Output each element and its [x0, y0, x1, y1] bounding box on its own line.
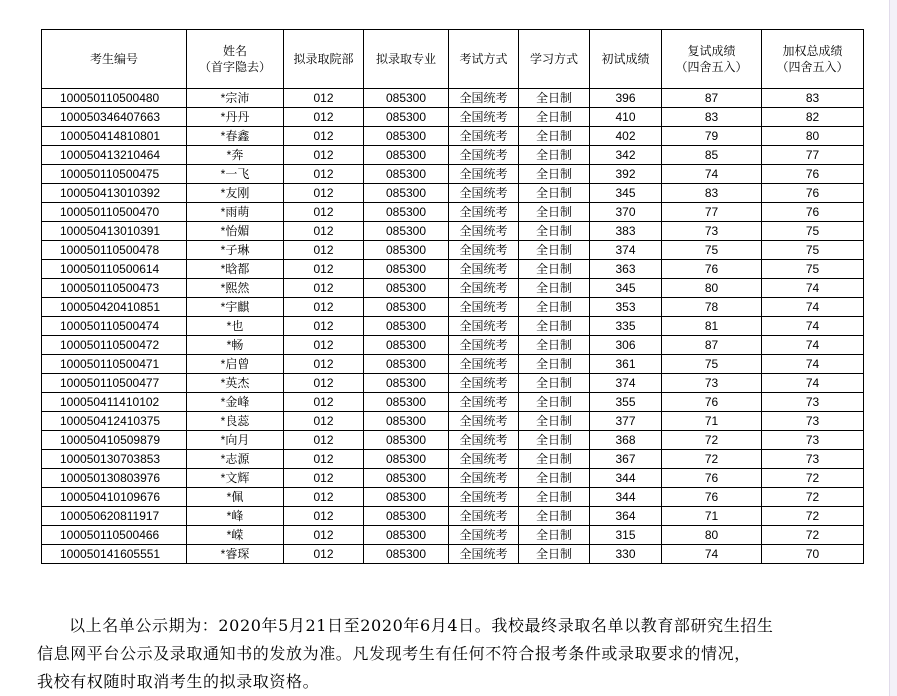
- cell-department: 012: [284, 526, 364, 545]
- cell-major: 085300: [364, 336, 449, 355]
- cell-candidate-id: 100050620811917: [42, 507, 187, 526]
- cell-candidate-id: 100050414810801: [42, 127, 187, 146]
- table-row: [42, 431, 864, 450]
- cell-exam-type: 全国统考: [449, 545, 519, 564]
- cell-retest-score: 75: [662, 355, 762, 374]
- cell-total-score: 72: [762, 469, 864, 488]
- header-major: [364, 30, 449, 89]
- cell-candidate-id: 100050420410851: [42, 298, 187, 317]
- cell-major: 085300: [364, 507, 449, 526]
- cell-retest-score: 75: [662, 241, 762, 260]
- cell-department: 012: [284, 222, 364, 241]
- cell-study-mode: 全日制: [519, 146, 590, 165]
- cell-name: *英杰: [187, 374, 284, 393]
- table-row: [42, 355, 864, 374]
- cell-exam-type: 全国统考: [449, 469, 519, 488]
- cell-major: 085300: [364, 260, 449, 279]
- cell-retest-score: 76: [662, 393, 762, 412]
- cell-study-mode: 全日制: [519, 108, 590, 127]
- cell-exam-type: 全国统考: [449, 374, 519, 393]
- cell-name: *春鑫: [187, 127, 284, 146]
- cell-prelim-score: 402: [590, 127, 662, 146]
- page-right-edge: [889, 0, 897, 696]
- cell-candidate-id: 100050110500470: [42, 203, 187, 222]
- cell-study-mode: 全日制: [519, 317, 590, 336]
- table-row: [42, 412, 864, 431]
- cell-total-score: 73: [762, 450, 864, 469]
- header-name: [187, 30, 284, 89]
- cell-exam-type: 全国统考: [449, 241, 519, 260]
- cell-exam-type: 全国统考: [449, 431, 519, 450]
- table-row: [42, 222, 864, 241]
- cell-major: 085300: [364, 165, 449, 184]
- column-header-label: 加权总成绩: [782, 44, 843, 58]
- cell-exam-type: 全国统考: [449, 298, 519, 317]
- cell-retest-score: 76: [662, 469, 762, 488]
- table-row: [42, 127, 864, 146]
- table-row: [42, 336, 864, 355]
- cell-name: *畅: [187, 336, 284, 355]
- cell-candidate-id: 100050413010391: [42, 222, 187, 241]
- cell-department: 012: [284, 279, 364, 298]
- cell-total-score: 74: [762, 298, 864, 317]
- table-row: [42, 393, 864, 412]
- cell-exam-type: 全国统考: [449, 165, 519, 184]
- cell-name: *子琳: [187, 241, 284, 260]
- cell-department: 012: [284, 127, 364, 146]
- cell-candidate-id: 100050110500478: [42, 241, 187, 260]
- cell-total-score: 74: [762, 279, 864, 298]
- cell-major: 085300: [364, 469, 449, 488]
- cell-name: *也: [187, 317, 284, 336]
- cell-department: 012: [284, 260, 364, 279]
- header-candidate-id: [42, 30, 187, 89]
- cell-retest-score: 83: [662, 184, 762, 203]
- cell-department: 012: [284, 507, 364, 526]
- cell-candidate-id: 100050346407663: [42, 108, 187, 127]
- cell-study-mode: 全日制: [519, 374, 590, 393]
- column-header-label: 初试成绩: [601, 52, 650, 66]
- cell-department: 012: [284, 450, 364, 469]
- cell-department: 012: [284, 89, 364, 108]
- cell-candidate-id: 100050412410375: [42, 412, 187, 431]
- cell-retest-score: 71: [662, 507, 762, 526]
- cell-prelim-score: 377: [590, 412, 662, 431]
- cell-major: 085300: [364, 108, 449, 127]
- cell-department: 012: [284, 469, 364, 488]
- cell-prelim-score: 367: [590, 450, 662, 469]
- cell-study-mode: 全日制: [519, 279, 590, 298]
- cell-study-mode: 全日制: [519, 222, 590, 241]
- cell-candidate-id: 100050110500471: [42, 355, 187, 374]
- table-row: [42, 165, 864, 184]
- cell-department: 012: [284, 241, 364, 260]
- cell-retest-score: 80: [662, 526, 762, 545]
- cell-study-mode: 全日制: [519, 507, 590, 526]
- cell-candidate-id: 100050110500474: [42, 317, 187, 336]
- cell-name: *向月: [187, 431, 284, 450]
- cell-retest-score: 76: [662, 260, 762, 279]
- cell-candidate-id: 100050110500480: [42, 89, 187, 108]
- cell-prelim-score: 368: [590, 431, 662, 450]
- cell-study-mode: 全日制: [519, 393, 590, 412]
- table-row: [42, 374, 864, 393]
- cell-study-mode: 全日制: [519, 412, 590, 431]
- admission-table: [41, 29, 864, 564]
- cell-retest-score: 85: [662, 146, 762, 165]
- cell-retest-score: 71: [662, 412, 762, 431]
- cell-name: *启曾: [187, 355, 284, 374]
- cell-retest-score: 76: [662, 488, 762, 507]
- column-header-note: （四舍五入）: [675, 60, 748, 74]
- cell-total-score: 75: [762, 222, 864, 241]
- column-header-note: （四舍五入）: [776, 60, 849, 74]
- cell-total-score: 83: [762, 89, 864, 108]
- cell-total-score: 77: [762, 146, 864, 165]
- cell-candidate-id: 100050110500475: [42, 165, 187, 184]
- column-header-label: 学习方式: [529, 52, 578, 66]
- cell-exam-type: 全国统考: [449, 260, 519, 279]
- cell-name: *宇麒: [187, 298, 284, 317]
- cell-retest-score: 78: [662, 298, 762, 317]
- header-retest-score: [662, 30, 762, 89]
- cell-major: 085300: [364, 393, 449, 412]
- cell-name: *睿琛: [187, 545, 284, 564]
- cell-retest-score: 72: [662, 431, 762, 450]
- cell-prelim-score: 392: [590, 165, 662, 184]
- cell-total-score: 73: [762, 412, 864, 431]
- cell-total-score: 75: [762, 241, 864, 260]
- cell-prelim-score: 370: [590, 203, 662, 222]
- table-row: [42, 317, 864, 336]
- cell-retest-score: 74: [662, 165, 762, 184]
- cell-prelim-score: 335: [590, 317, 662, 336]
- cell-department: 012: [284, 203, 364, 222]
- cell-candidate-id: 100050130703853: [42, 450, 187, 469]
- cell-candidate-id: 100050410509879: [42, 431, 187, 450]
- cell-department: 012: [284, 146, 364, 165]
- table-row: [42, 260, 864, 279]
- cell-study-mode: 全日制: [519, 336, 590, 355]
- cell-exam-type: 全国统考: [449, 336, 519, 355]
- cell-name: *友刚: [187, 184, 284, 203]
- cell-exam-type: 全国统考: [449, 146, 519, 165]
- cell-retest-score: 79: [662, 127, 762, 146]
- cell-name: *峰: [187, 507, 284, 526]
- cell-study-mode: 全日制: [519, 431, 590, 450]
- header-study-mode: [519, 30, 590, 89]
- cell-prelim-score: 345: [590, 184, 662, 203]
- cell-study-mode: 全日制: [519, 450, 590, 469]
- cell-department: 012: [284, 298, 364, 317]
- table-header: [42, 30, 864, 89]
- table-row: [42, 203, 864, 222]
- cell-prelim-score: 364: [590, 507, 662, 526]
- table-row: [42, 450, 864, 469]
- cell-major: 085300: [364, 222, 449, 241]
- table-row: [42, 184, 864, 203]
- cell-major: 085300: [364, 279, 449, 298]
- cell-candidate-id: 100050413010392: [42, 184, 187, 203]
- cell-total-score: 72: [762, 507, 864, 526]
- cell-major: 085300: [364, 355, 449, 374]
- cell-prelim-score: 361: [590, 355, 662, 374]
- cell-major: 085300: [364, 412, 449, 431]
- cell-exam-type: 全国统考: [449, 279, 519, 298]
- column-header-label: 考试方式: [459, 52, 508, 66]
- cell-total-score: 76: [762, 184, 864, 203]
- header-department: [284, 30, 364, 89]
- cell-exam-type: 全国统考: [449, 317, 519, 336]
- cell-retest-score: 87: [662, 89, 762, 108]
- cell-name: *宗沛: [187, 89, 284, 108]
- cell-exam-type: 全国统考: [449, 355, 519, 374]
- header-exam-type: [449, 30, 519, 89]
- cell-total-score: 76: [762, 165, 864, 184]
- table-row: [42, 298, 864, 317]
- table-row: [42, 526, 864, 545]
- cell-department: 012: [284, 317, 364, 336]
- notice-line-2: 信息网平台公示及录取通知书的发放为准。凡发现考生有任何不符合报考条件或录取要求的情况，: [37, 644, 751, 663]
- cell-study-mode: 全日制: [519, 488, 590, 507]
- cell-retest-score: 81: [662, 317, 762, 336]
- notice-line-1: 以上名单公示期为：2020年5月21日至2020年6月4日。我校最终录取名单以教育部研究生招生: [69, 616, 774, 635]
- cell-department: 012: [284, 431, 364, 450]
- cell-candidate-id: 100050110500472: [42, 336, 187, 355]
- cell-department: 012: [284, 108, 364, 127]
- table-row: [42, 545, 864, 564]
- cell-total-score: 74: [762, 355, 864, 374]
- cell-study-mode: 全日制: [519, 165, 590, 184]
- cell-candidate-id: 100050110500477: [42, 374, 187, 393]
- cell-total-score: 75: [762, 260, 864, 279]
- table-row: [42, 146, 864, 165]
- cell-total-score: 72: [762, 526, 864, 545]
- cell-study-mode: 全日制: [519, 184, 590, 203]
- cell-prelim-score: 355: [590, 393, 662, 412]
- cell-department: 012: [284, 336, 364, 355]
- cell-major: 085300: [364, 431, 449, 450]
- cell-major: 085300: [364, 545, 449, 564]
- cell-exam-type: 全国统考: [449, 203, 519, 222]
- cell-exam-type: 全国统考: [449, 222, 519, 241]
- cell-exam-type: 全国统考: [449, 412, 519, 431]
- cell-major: 085300: [364, 203, 449, 222]
- cell-major: 085300: [364, 317, 449, 336]
- header-prelim-score: [590, 30, 662, 89]
- cell-department: 012: [284, 412, 364, 431]
- cell-department: 012: [284, 184, 364, 203]
- cell-prelim-score: 345: [590, 279, 662, 298]
- cell-total-score: 72: [762, 488, 864, 507]
- cell-name: *雨萌: [187, 203, 284, 222]
- table-row: [42, 469, 864, 488]
- cell-name: *文辉: [187, 469, 284, 488]
- cell-department: 012: [284, 165, 364, 184]
- cell-major: 085300: [364, 488, 449, 507]
- column-header-label: 拟录取专业: [375, 52, 436, 66]
- cell-prelim-score: 374: [590, 241, 662, 260]
- cell-exam-type: 全国统考: [449, 127, 519, 146]
- cell-exam-type: 全国统考: [449, 488, 519, 507]
- cell-exam-type: 全国统考: [449, 507, 519, 526]
- cell-major: 085300: [364, 526, 449, 545]
- cell-name: *丹丹: [187, 108, 284, 127]
- cell-total-score: 74: [762, 336, 864, 355]
- cell-exam-type: 全国统考: [449, 184, 519, 203]
- cell-total-score: 73: [762, 393, 864, 412]
- cell-prelim-score: 306: [590, 336, 662, 355]
- cell-study-mode: 全日制: [519, 241, 590, 260]
- cell-candidate-id: 100050130803976: [42, 469, 187, 488]
- column-header-label: 拟录取院部: [293, 52, 354, 66]
- cell-retest-score: 80: [662, 279, 762, 298]
- cell-total-score: 73: [762, 431, 864, 450]
- table-body: [42, 89, 864, 564]
- cell-retest-score: 87: [662, 336, 762, 355]
- cell-study-mode: 全日制: [519, 89, 590, 108]
- table-row: [42, 488, 864, 507]
- cell-major: 085300: [364, 146, 449, 165]
- cell-major: 085300: [364, 241, 449, 260]
- cell-major: 085300: [364, 298, 449, 317]
- cell-name: *志源: [187, 450, 284, 469]
- table-row: [42, 241, 864, 260]
- column-header-label: 复试成绩: [687, 44, 736, 58]
- column-header-note: （首字隐去）: [198, 60, 271, 74]
- cell-study-mode: 全日制: [519, 526, 590, 545]
- cell-prelim-score: 353: [590, 298, 662, 317]
- cell-name: *良蕊: [187, 412, 284, 431]
- cell-prelim-score: 342: [590, 146, 662, 165]
- cell-name: *奔: [187, 146, 284, 165]
- cell-candidate-id: 100050410109676: [42, 488, 187, 507]
- header-total-score: [762, 30, 864, 89]
- cell-prelim-score: 330: [590, 545, 662, 564]
- cell-prelim-score: 344: [590, 469, 662, 488]
- cell-department: 012: [284, 488, 364, 507]
- cell-major: 085300: [364, 184, 449, 203]
- cell-prelim-score: 363: [590, 260, 662, 279]
- cell-prelim-score: 383: [590, 222, 662, 241]
- cell-retest-score: 77: [662, 203, 762, 222]
- cell-retest-score: 73: [662, 374, 762, 393]
- publicity-notice: [37, 612, 857, 696]
- cell-prelim-score: 396: [590, 89, 662, 108]
- cell-study-mode: 全日制: [519, 298, 590, 317]
- cell-candidate-id: 100050141605551: [42, 545, 187, 564]
- cell-major: 085300: [364, 374, 449, 393]
- cell-study-mode: 全日制: [519, 260, 590, 279]
- cell-name: *晗都: [187, 260, 284, 279]
- cell-exam-type: 全国统考: [449, 89, 519, 108]
- column-header-label: 姓名: [222, 44, 247, 58]
- cell-prelim-score: 410: [590, 108, 662, 127]
- cell-department: 012: [284, 545, 364, 564]
- cell-name: *佩: [187, 488, 284, 507]
- cell-total-score: 74: [762, 317, 864, 336]
- cell-exam-type: 全国统考: [449, 393, 519, 412]
- table-row: [42, 108, 864, 127]
- cell-study-mode: 全日制: [519, 469, 590, 488]
- cell-name: *金峰: [187, 393, 284, 412]
- cell-exam-type: 全国统考: [449, 108, 519, 127]
- cell-name: *嵘: [187, 526, 284, 545]
- cell-retest-score: 73: [662, 222, 762, 241]
- cell-department: 012: [284, 393, 364, 412]
- cell-total-score: 70: [762, 545, 864, 564]
- cell-total-score: 74: [762, 374, 864, 393]
- table-row: [42, 89, 864, 108]
- cell-retest-score: 74: [662, 545, 762, 564]
- cell-exam-type: 全国统考: [449, 526, 519, 545]
- cell-major: 085300: [364, 127, 449, 146]
- cell-prelim-score: 315: [590, 526, 662, 545]
- cell-study-mode: 全日制: [519, 545, 590, 564]
- cell-candidate-id: 100050110500466: [42, 526, 187, 545]
- cell-exam-type: 全国统考: [449, 450, 519, 469]
- cell-total-score: 80: [762, 127, 864, 146]
- cell-name: *熙然: [187, 279, 284, 298]
- cell-prelim-score: 374: [590, 374, 662, 393]
- cell-retest-score: 72: [662, 450, 762, 469]
- cell-study-mode: 全日制: [519, 127, 590, 146]
- cell-candidate-id: 100050413210464: [42, 146, 187, 165]
- cell-department: 012: [284, 355, 364, 374]
- cell-prelim-score: 344: [590, 488, 662, 507]
- cell-department: 012: [284, 374, 364, 393]
- cell-retest-score: 83: [662, 108, 762, 127]
- cell-study-mode: 全日制: [519, 355, 590, 374]
- cell-major: 085300: [364, 89, 449, 108]
- cell-major: 085300: [364, 450, 449, 469]
- column-header-label: 考生编号: [89, 52, 138, 66]
- header-row: [42, 30, 864, 89]
- cell-candidate-id: 100050110500614: [42, 260, 187, 279]
- table-row: [42, 507, 864, 526]
- cell-total-score: 82: [762, 108, 864, 127]
- notice-line-3: 我校有权随时取消考生的拟录取资格。: [37, 672, 320, 691]
- cell-name: *怡媚: [187, 222, 284, 241]
- cell-candidate-id: 100050110500473: [42, 279, 187, 298]
- cell-total-score: 76: [762, 203, 864, 222]
- table-row: [42, 279, 864, 298]
- cell-name: *一飞: [187, 165, 284, 184]
- cell-candidate-id: 100050411410102: [42, 393, 187, 412]
- cell-study-mode: 全日制: [519, 203, 590, 222]
